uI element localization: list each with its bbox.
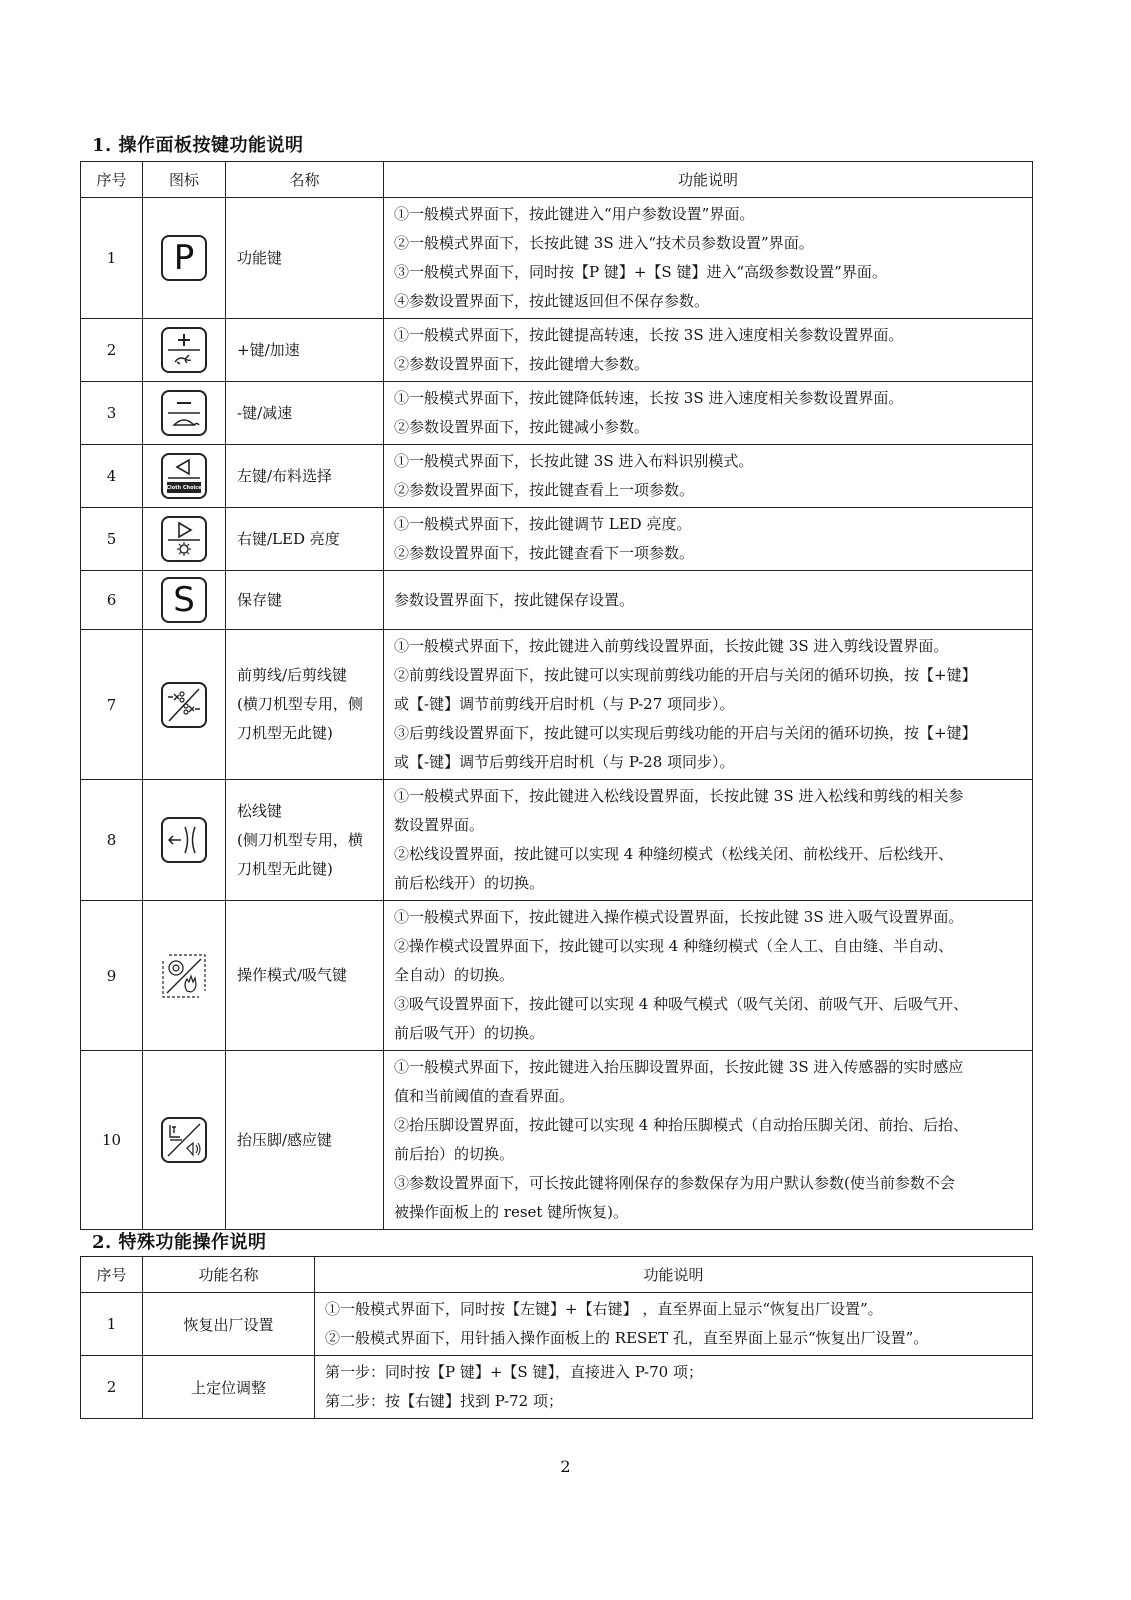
desc-line: ①一般模式界面下，按此键降低转速，长按 3S 进入速度相关参数设置界面。 xyxy=(394,389,904,407)
desc-line: 全自动）的切换。 xyxy=(394,966,515,984)
desc-line: ①一般模式界面下，按此键调节 LED 亮度。 xyxy=(394,515,692,533)
row-name: -键/减速 xyxy=(237,403,293,422)
desc-line: ①一般模式界面下，按此键进入操作模式设置界面，长按此键 3S 进入吸气设置界面。 xyxy=(394,908,964,926)
section1-title: 1. 操作面板按键功能说明 xyxy=(92,135,304,156)
header-desc: 功能说明 xyxy=(315,1257,1033,1293)
header-no: 序号 xyxy=(81,1257,143,1293)
table-header-row xyxy=(81,162,1033,198)
row-name: +键/加速 xyxy=(237,340,300,359)
row-name: 左键/布料选择 xyxy=(237,466,333,485)
desc-line: ②前剪线设置界面下，按此键可以实现前剪线功能的开启与关闭的循环切换，按【+键】 xyxy=(394,666,977,684)
row-name: 操作模式/吸气键 xyxy=(237,966,348,984)
row-name-note: 刀机型无此键) xyxy=(237,724,333,742)
desc-line: ①一般模式界面下，按此键进入前剪线设置界面，长按此键 3S 进入剪线设置界面。 xyxy=(394,637,949,655)
desc-line: ③吸气设置界面下，按此键可以实现 4 种吸气模式（吸气关闭、前吸气开、后吸气开、 xyxy=(394,995,969,1013)
row-name-note: (横刀机型专用，侧 xyxy=(237,695,363,713)
desc-line: ③后剪线设置界面下，按此键可以实现后剪线功能的开启与关闭的循环切换，按【+键】 xyxy=(394,724,977,742)
desc-line: ②参数设置界面下，按此键查看上一项参数。 xyxy=(394,481,695,499)
row-no: 5 xyxy=(81,508,143,571)
row-name: 前剪线/后剪线键 xyxy=(237,666,348,684)
desc-line: 被操作面板上的 reset 键所恢复)。 xyxy=(394,1203,629,1221)
scissors-trim-icon xyxy=(161,682,207,728)
cloth-choice-label: Cloth Choice xyxy=(166,485,202,491)
header-name: 名称 xyxy=(226,162,384,198)
row-name: 上定位调整 xyxy=(143,1356,315,1419)
table-row xyxy=(81,319,1033,382)
header-no: 序号 xyxy=(81,162,143,198)
table-row xyxy=(81,198,1033,319)
desc-line: ④参数设置界面下，按此键返回但不保存参数。 xyxy=(394,292,710,310)
table-row xyxy=(81,1356,1033,1419)
row-no: 3 xyxy=(81,382,143,445)
row-name-note: 刀机型无此键) xyxy=(237,859,333,878)
table-row xyxy=(81,382,1033,445)
row-no: 6 xyxy=(81,571,143,630)
page-number: 2 xyxy=(560,1457,571,1476)
row-no: 1 xyxy=(81,1293,143,1356)
row-name: 松线键 xyxy=(237,801,283,820)
s-key-icon: S xyxy=(161,577,207,623)
right-led-icon xyxy=(161,516,207,562)
special-function-table xyxy=(80,1256,1033,1419)
desc-line: ②参数设置界面下，按此键减小参数。 xyxy=(394,418,650,436)
desc-line: 数设置界面。 xyxy=(394,816,485,834)
p-key-icon: P xyxy=(161,235,207,281)
desc-line: ③一般模式界面下，同时按【P 键】+【S 键】进入“高级参数设置”界面。 xyxy=(394,263,887,281)
row-no: 1 xyxy=(81,198,143,319)
table-row xyxy=(81,571,1033,630)
table-row xyxy=(81,901,1033,1051)
desc-line: 前后松线开）的切换。 xyxy=(394,874,545,892)
desc-line: 或【-键】调节后剪线开启时机（与 P-28 项同步）。 xyxy=(394,753,735,771)
row-name: 恢复出厂设置 xyxy=(143,1293,315,1356)
table-row xyxy=(81,1051,1033,1230)
key-function-table xyxy=(80,161,1033,1230)
thread-release-icon xyxy=(161,817,207,863)
row-no: 10 xyxy=(81,1051,143,1230)
desc-line: ③参数设置界面下，可长按此键将刚保存的参数保存为用户默认参数(使当前参数不会 xyxy=(394,1174,955,1192)
desc-line: ①一般模式界面下，按此键进入“用户参数设置”界面。 xyxy=(394,205,755,223)
table-row xyxy=(81,1293,1033,1356)
desc-line: ②抬压脚设置界面，按此键可以实现 4 种抬压脚模式（自动抬压脚关闭、前抬、后抬、 xyxy=(394,1116,969,1134)
row-no: 8 xyxy=(81,780,143,901)
desc-line: 第二步：按【右键】找到 P-72 项； xyxy=(325,1392,563,1410)
mode-suction-icon xyxy=(161,953,207,999)
desc-line: ②参数设置界面下，按此键查看下一项参数。 xyxy=(394,544,695,562)
section2-title: 2. 特殊功能操作说明 xyxy=(92,1232,267,1253)
row-no: 4 xyxy=(81,445,143,508)
table-header-row xyxy=(81,1257,1033,1293)
desc-line: ②松线设置界面，按此键可以实现 4 种缝纫模式（松线关闭、前松线开、后松线开、 xyxy=(394,845,954,863)
desc-line: 第一步：同时按【P 键】+【S 键】，直接进入 P-70 项； xyxy=(325,1363,703,1381)
row-name: 抬压脚/感应键 xyxy=(237,1130,333,1149)
header-function-name: 功能名称 xyxy=(143,1257,315,1293)
desc-line: 参数设置界面下，按此键保存设置。 xyxy=(394,590,635,609)
table-row xyxy=(81,780,1033,901)
header-icon: 图标 xyxy=(143,162,226,198)
row-no: 7 xyxy=(81,630,143,780)
desc-line: 前后吸气开）的切换。 xyxy=(394,1024,545,1042)
row-no: 2 xyxy=(81,319,143,382)
header-desc: 功能说明 xyxy=(384,162,1033,198)
desc-line: ②参数设置界面下，按此键增大参数。 xyxy=(394,355,650,373)
desc-line: ②一般模式界面下，用针插入操作面板上的 RESET 孔，直至界面上显示“恢复出厂设置”。 xyxy=(325,1329,929,1347)
table-row xyxy=(81,508,1033,571)
row-name: 功能键 xyxy=(237,248,283,267)
row-no: 9 xyxy=(81,901,143,1051)
row-name: 右键/LED 亮度 xyxy=(237,529,340,548)
minus-turtle-icon xyxy=(161,390,207,436)
desc-line: ①一般模式界面下，长按此键 3S 进入布料识别模式。 xyxy=(394,452,754,470)
desc-line: ①一般模式界面下，按此键进入松线设置界面，长按此键 3S 进入松线和剪线的相关参 xyxy=(394,787,964,805)
desc-line: 值和当前阈值的查看界面。 xyxy=(394,1087,575,1105)
desc-line: 前后抬）的切换。 xyxy=(394,1145,515,1163)
desc-line: ①一般模式界面下，按此键提高转速，长按 3S 进入速度相关参数设置界面。 xyxy=(394,326,904,344)
desc-line: ①一般模式界面下，按此键进入抬压脚设置界面，长按此键 3S 进入传感器的实时感应 xyxy=(394,1058,964,1076)
desc-line: ②操作模式设置界面下，按此键可以实现 4 种缝纫模式（全人工、自由缝、半自动、 xyxy=(394,937,954,955)
desc-line: ①一般模式界面下，同时按【左键】+【右键】 ，直至界面上显示“恢复出厂设置”。 xyxy=(325,1300,883,1318)
desc-line: 或【-键】调节前剪线开启时机（与 P-27 项同步）。 xyxy=(394,695,735,713)
row-no: 2 xyxy=(81,1356,143,1419)
table-row xyxy=(81,630,1033,780)
table-row xyxy=(81,445,1033,508)
left-cloth-choice-icon xyxy=(161,453,207,499)
row-name: 保存键 xyxy=(237,590,283,609)
desc-line: ②一般模式界面下，长按此键 3S 进入“技术员参数设置”界面。 xyxy=(394,234,814,252)
presser-foot-sensor-icon xyxy=(161,1117,207,1163)
plus-rabbit-icon xyxy=(161,327,207,373)
row-name-note: (侧刀机型专用，横 xyxy=(237,830,363,849)
